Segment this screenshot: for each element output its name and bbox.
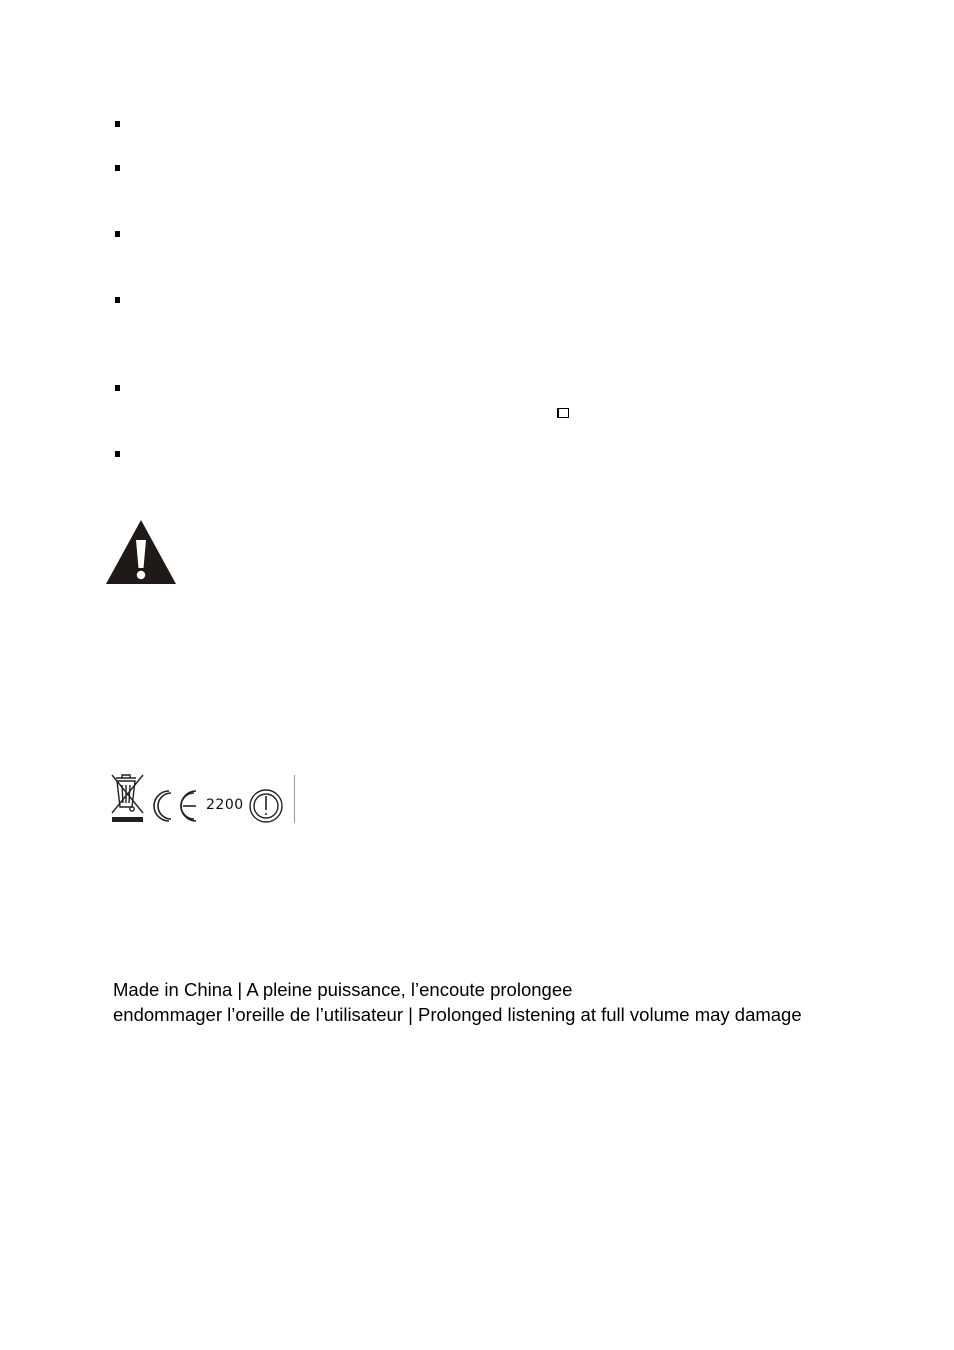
- alert-circle-icon: [250, 790, 282, 822]
- ce-mark-icon: [154, 791, 196, 821]
- footer-notice: [113, 977, 913, 1027]
- warning-triangle-icon: [104, 518, 178, 586]
- square-bullet-icon: [115, 165, 120, 171]
- weee-crossed-bin-icon: [112, 775, 143, 822]
- footer-line-2: endommager l’oreille de l’utilisateur | Prolonged listening at full volume may damage: [113, 1004, 802, 1025]
- square-bullet-icon: [115, 297, 120, 303]
- square-bullet-icon: [115, 121, 120, 127]
- square-bullet-icon: [115, 231, 120, 237]
- divider: [294, 775, 295, 823]
- notified-body-number: 2200: [206, 797, 244, 813]
- square-bullet-icon: [115, 385, 120, 391]
- footer-line-1: Made in China | A pleine puissance, l’encoute prolongee: [113, 979, 573, 1000]
- small-rectangle-icon: [557, 408, 569, 418]
- certification-marks: [108, 773, 308, 825]
- square-bullet-icon: [115, 451, 120, 457]
